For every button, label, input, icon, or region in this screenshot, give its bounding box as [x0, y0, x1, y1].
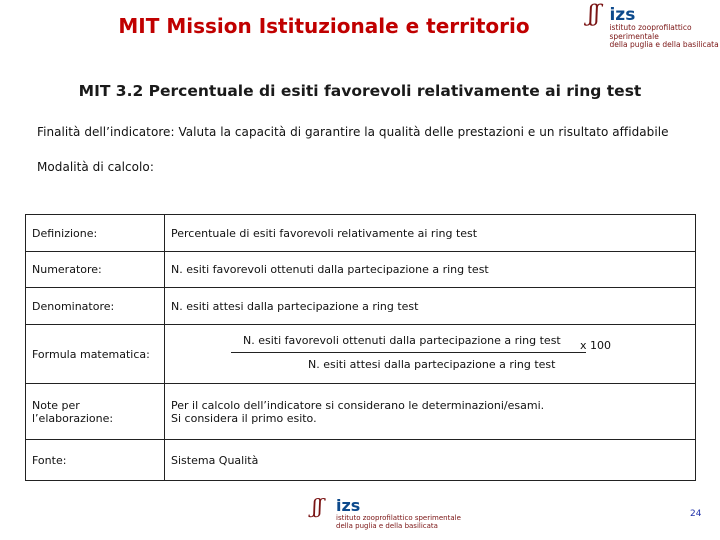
- table-row: [26, 288, 696, 325]
- table-row: [26, 384, 696, 440]
- logo-brand: izs: [609, 5, 636, 25]
- logo-line-2: della puglia e della basilicata: [609, 40, 719, 50]
- formula-numerator: N. esiti favorevoli ottenuti dalla partecipazione a ring test: [243, 334, 561, 347]
- slide-title: MIT Mission Istituzionale e territorio: [118, 14, 530, 38]
- table-row: [26, 215, 696, 252]
- definition-label: Definizione:: [26, 215, 165, 252]
- formula-label: Formula matematica:: [26, 325, 165, 384]
- notes-value: [165, 384, 696, 440]
- footer-logo-brand: izs: [336, 496, 361, 515]
- table-row: [26, 252, 696, 288]
- indicator-table: [25, 214, 696, 481]
- notes-line-2: Si considera il primo esito.: [171, 411, 317, 425]
- source-label: Fonte:: [26, 440, 165, 481]
- formula-denominator: N. esiti attesi dalla partecipazione a ring test: [308, 358, 556, 371]
- formula-cell: [165, 325, 696, 384]
- numerator-label: Numeratore:: [26, 252, 165, 288]
- logo-line-1: istituto zooprofilattico sperimentale: [609, 23, 692, 41]
- footer-logo-line-2: della puglia e della basilicata: [336, 522, 438, 531]
- izs-emblem-icon: ʃʃ: [312, 494, 323, 518]
- izs-logo: [588, 2, 720, 50]
- footer-izs-logo: [312, 494, 461, 531]
- notes-line-1: Per il calcolo dell’indicatore si considerano le determinazioni/esami.: [171, 398, 545, 412]
- calculation-method-label: Modalità di calcolo:: [37, 160, 154, 174]
- izs-emblem-icon: ʃʃ: [588, 2, 600, 27]
- formula-multiplier: x 100: [580, 339, 612, 352]
- denominator-value: N. esiti attesi dalla partecipazione a ring test: [165, 288, 696, 325]
- table-row: [26, 440, 696, 481]
- denominator-label: Denominatore:: [26, 288, 165, 325]
- footer-logo-line-1: istituto zooprofilattico sperimentale: [336, 514, 461, 522]
- table-row: [26, 325, 696, 384]
- notes-label: Note per l’elaborazione:: [26, 384, 165, 440]
- definition-value: Percentuale di esiti favorevoli relativamente ai ring test: [165, 215, 696, 252]
- source-value: Sistema Qualità: [165, 440, 696, 481]
- indicator-purpose: Finalità dell’indicatore: Valuta la capacità di garantire la qualità delle prestazioni e un risultato affidabile: [37, 125, 669, 139]
- fraction-line: [231, 352, 586, 353]
- numerator-value: N. esiti favorevoli ottenuti dalla partecipazione a ring test: [165, 252, 696, 288]
- page-number: 24: [690, 509, 702, 519]
- indicator-heading: MIT 3.2 Percentuale di esiti favorevoli relativamente ai ring test: [78, 82, 642, 100]
